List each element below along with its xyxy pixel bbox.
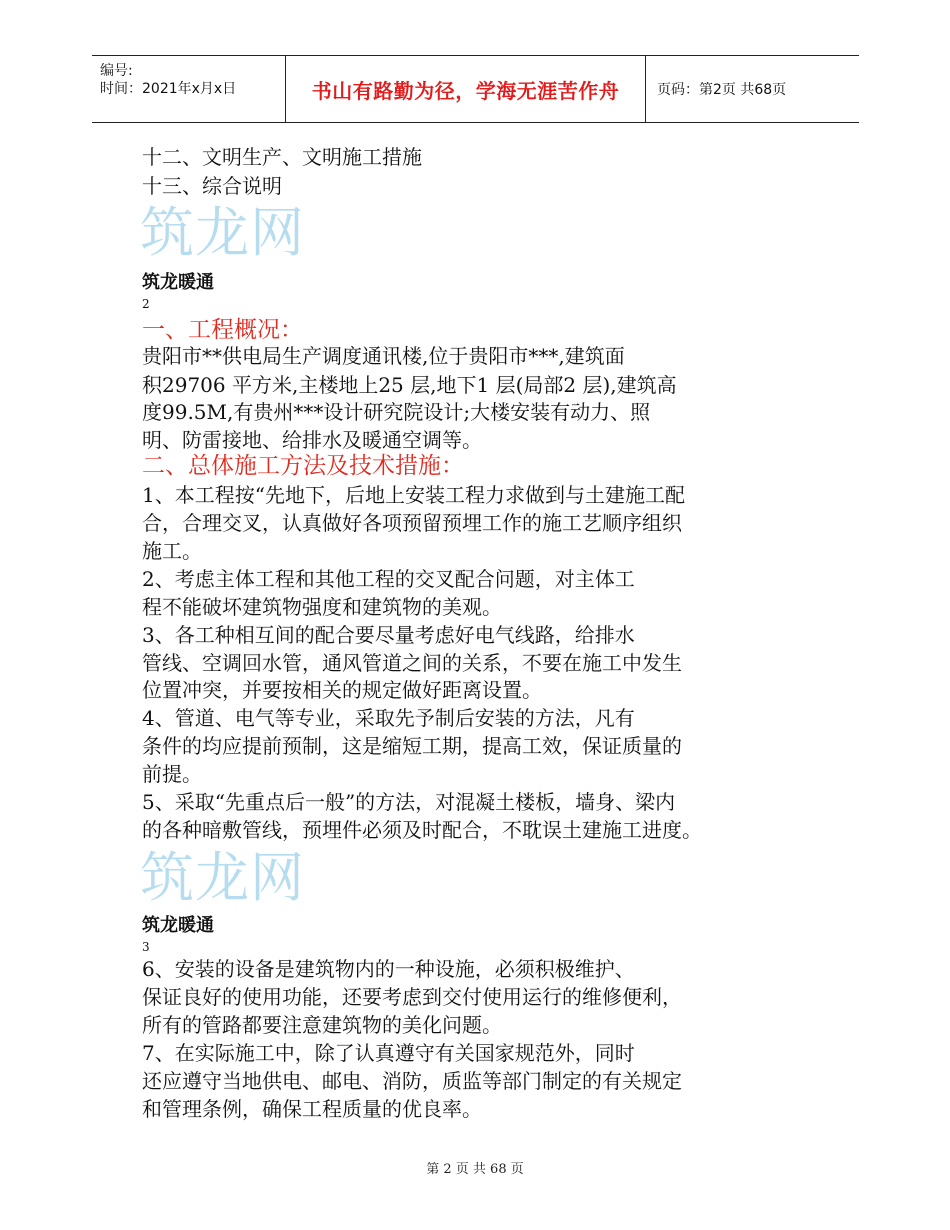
code-label: 编号: [100, 63, 133, 79]
paragraph-line: 1、本工程按“先地下，后地上安装工程力求做到与土建施工配 [142, 483, 685, 507]
paragraph-line: 明、防雷接地、给排水及暖通空调等。 [142, 428, 482, 452]
paragraph-line: 管线、空调回水管，通风管道之间的关系，不要在施工中发生 [142, 651, 682, 675]
paragraph-line: 度99.5M,有贵州***设计研究院设计;大楼安装有动力、照 [142, 400, 651, 424]
paragraph-line: 保证良好的使用功能，还要考虑到交付使用运行的维修便利， [142, 985, 682, 1009]
paragraph-line: 和管理条例，确保工程质量的优良率。 [142, 1097, 482, 1121]
page-marker: 2 [142, 297, 150, 311]
paragraph-line: 施工。 [142, 539, 202, 563]
section-title: 二、总体施工方法及技术措施： [142, 453, 464, 479]
paragraph-line: 还应遵守当地供电、邮电、消防，质监等部门制定的有关规定 [142, 1069, 682, 1093]
paragraph-line: 5、采取“先重点后一般”的方法，对混凝土楼板，墙身、梁内 [142, 790, 676, 814]
paragraph-line: 合，合理交叉，认真做好各项预留预埋工作的施工艺顺序组织 [142, 511, 682, 535]
toc-item: 十二、文明生产、文明施工措施 [142, 145, 422, 169]
watermark-logo: 筑龙网 [140, 201, 305, 264]
paragraph-line: 3、各工种相互间的配合要尽量考虑好电气线路，给排水 [142, 623, 635, 647]
paragraph-line: 积29706 平方米,主楼地上25 层,地下1 层(局部2 层),建筑高 [142, 373, 677, 397]
header-motto-cell [285, 56, 646, 122]
time-label: 时间：2021年x月x日 [100, 81, 237, 97]
section-title: 一、工程概况： [142, 317, 303, 343]
paragraph-line: 位置冲突，并要按相关的规定做好距离设置。 [142, 678, 542, 702]
header-meta [92, 56, 285, 122]
page-marker: 3 [142, 940, 150, 954]
paragraph-line: 4、管道、电气等专业，采取先予制后安装的方法，凡有 [142, 706, 635, 730]
paragraph-line: 7、在实际施工中，除了认真遵守有关国家规范外，同时 [142, 1041, 635, 1065]
paragraph-line: 所有的管路都要注意建筑物的美化问题。 [142, 1013, 502, 1037]
sub-brand: 筑龙暖通 [142, 915, 214, 936]
header-page-info: 页码：第2页 共68页 [657, 82, 787, 98]
sub-brand: 筑龙暖通 [142, 272, 214, 293]
paragraph-line: 贵阳市**供电局生产调度通讯楼,位于贵阳市***,建筑面 [142, 344, 625, 368]
page-footer: 第 2 页 共 68 页 [426, 1162, 524, 1177]
paragraph-line: 6、安装的设备是建筑物内的一种设施，必须积极维护、 [142, 957, 635, 981]
paragraph-line: 条件的均应提前预制，这是缩短工期，提高工效，保证质量的 [142, 734, 682, 758]
paragraph-line: 程不能破坏建筑物强度和建筑物的美观。 [142, 595, 502, 619]
toc-item: 十三、综合说明 [142, 174, 282, 198]
paragraph-line: 2、考虑主体工程和其他工程的交叉配合问题，对主体工 [142, 567, 635, 591]
motto: 书山有路勤为径，学海无涯苦作舟 [311, 78, 620, 103]
watermark-logo: 筑龙网 [140, 846, 305, 909]
page-header [92, 55, 859, 123]
paragraph-line: 的各种暗敷管线，预埋件必须及时配合，不耽误土建施工进度。 [142, 818, 702, 842]
paragraph-line: 前提。 [142, 762, 202, 786]
